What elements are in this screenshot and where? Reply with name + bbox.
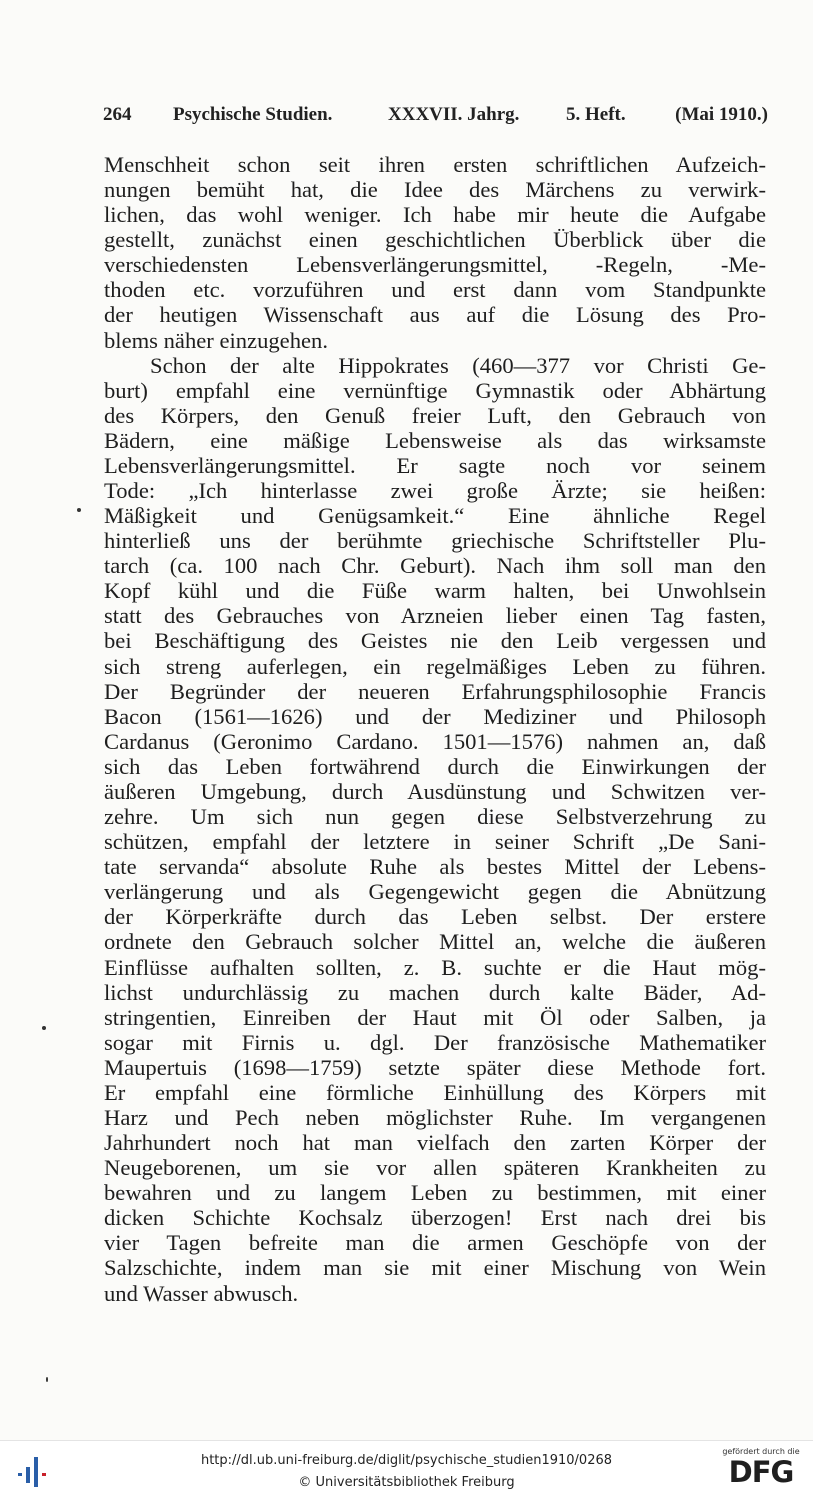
text-line: äußeren Umgebung, durch Ausdünstung und Schwitzen ver-	[104, 778, 766, 804]
issue-date: (Mai 1910.)	[675, 104, 768, 125]
body-text	[104, 152, 766, 1306]
issue-label: 5. Heft.	[566, 104, 626, 125]
text-line: Einflüsse aufhalten sollten, z. B. suchte er die Haut mög-	[104, 954, 766, 980]
text-line: blems näher einzugehen.	[104, 327, 328, 353]
copyright-notice: © Universitätsbibliothek Freiburg	[298, 1475, 515, 1490]
text-line: Mäßigkeit und Genügsamkeit.“ Eine ähnliche Regel	[104, 503, 766, 529]
text-line: Maupertuis (1698—1759) setzte später diese Methode fort.	[104, 1054, 766, 1080]
text-line: burt) empfahl eine vernünftige Gymnastik oder Abhärtung	[104, 377, 766, 403]
margin-speck	[46, 1377, 48, 1382]
margin-speck	[42, 1026, 46, 1030]
text-line: des Körpers, den Genuß freier Luft, den Gebrauch von	[104, 402, 766, 428]
dfg-caption: gefördert durch die	[722, 1447, 800, 1456]
margin-speck	[77, 508, 81, 512]
text-line: Kopf kühl und die Füße warm halten, bei Unwohlsein	[104, 578, 766, 604]
text-line: verlängerung und als Gegengewicht gegen die Abnützung	[104, 879, 766, 905]
source-url[interactable]: http://dl.ub.uni-freiburg.de/diglit/psychische_studien1910/0268	[200, 1453, 613, 1468]
text-line: stringentien, Einreiben der Haut mit Öl oder Salben, ja	[104, 1004, 766, 1030]
text-line: verschiedensten Lebensverlängerungsmittel, -Regeln, -Me-	[104, 252, 766, 278]
text-line: bei Beschäftigung des Geistes nie den Leib vergessen und	[104, 628, 766, 654]
text-line: Harz und Pech neben möglichster Ruhe. Im vergangenen	[104, 1104, 766, 1130]
text-line: Er empfahl eine förmliche Einhüllung des Körpers mit	[104, 1079, 766, 1105]
text-line: schützen, empfahl der letztere in seiner Schrift „De Sani-	[104, 829, 766, 855]
footer-bar	[0, 1440, 813, 1499]
text-line: der Körperkräfte durch das Leben selbst. Der erstere	[104, 904, 766, 930]
text-line: hinterließ uns der berühmte griechische Schriftsteller Plu-	[104, 528, 766, 554]
text-line: Bacon (1561—1626) und der Mediziner und Philosoph	[104, 703, 766, 729]
text-line: und Wasser abwusch.	[104, 1280, 299, 1306]
running-head	[103, 104, 768, 134]
text-line: dicken Schichte Kochsalz überzogen! Erst nach drei bis	[104, 1205, 766, 1231]
page-number: 264	[103, 104, 132, 125]
text-line: lichen, das wohl weniger. Ich habe mir heute die Aufgabe	[104, 202, 766, 228]
dfg-logo: DFG	[728, 1455, 794, 1489]
text-line: Tode: „Ich hinterlasse zwei große Ärzte; sie heißen:	[104, 478, 766, 504]
text-line: ordnete den Gebrauch solcher Mittel an, welche die äußeren	[104, 929, 766, 955]
text-line: gestellt, zunächst einen geschichtlichen Überblick über die	[104, 227, 766, 253]
text-line: Jahrhundert noch hat man vielfach den zarten Körper der	[104, 1130, 766, 1156]
text-line: Salzschichte, indem man sie mit einer Mischung von Wein	[104, 1255, 766, 1281]
text-line: der heutigen Wissenschaft aus auf die Lösung des Pro-	[104, 302, 766, 328]
journal-title: Psychische Studien.	[173, 104, 333, 125]
text-line: Neugeborenen, um sie vor allen späteren Krankheiten zu	[104, 1155, 766, 1181]
text-line: bewahren und zu langem Leben zu bestimmen, mit einer	[104, 1180, 766, 1206]
text-line: sich das Leben fortwährend durch die Einwirkungen der	[104, 753, 766, 779]
text-line: Menschheit schon seit ihren ersten schriftlichen Aufzeich-	[104, 152, 766, 177]
text-line: thoden etc. vorzuführen und erst dann vom Standpunkte	[104, 277, 766, 303]
text-line: Bädern, eine mäßige Lebensweise als das wirksamste	[104, 427, 766, 453]
text-line: zehre. Um sich nun gegen diese Selbstverzehrung zu	[104, 804, 766, 830]
text-line: nungen bemüht hat, die Idee des Märchens zu verwirk-	[104, 177, 766, 203]
text-line: sogar mit Firnis u. dgl. Der französische Mathematiker	[104, 1029, 766, 1055]
text-line: vier Tagen befreite man die armen Geschöpfe von der	[104, 1230, 766, 1256]
text-line: Schon der alte Hippokrates (460—377 vor Christi Ge-	[150, 352, 766, 378]
text-line: tate servanda“ absolute Ruhe als bestes Mittel der Lebens-	[104, 854, 766, 880]
text-line: Lebensverlängerungsmittel. Er sagte noch vor seinem	[104, 452, 766, 478]
text-line: lichst undurchlässig zu machen durch kalte Bäder, Ad-	[104, 979, 766, 1005]
text-line: Der Begründer der neueren Erfahrungsphilosophie Francis	[104, 678, 766, 704]
volume-label: XXXVII. Jahrg.	[388, 104, 520, 125]
text-line: statt des Gebrauches von Arzneien lieber einen Tag fasten,	[104, 603, 766, 629]
text-line: tarch (ca. 100 nach Chr. Geburt). Nach ihm soll man den	[104, 553, 766, 579]
text-line: sich streng auferlegen, ein regelmäßiges Leben zu führen.	[104, 653, 766, 679]
text-line: Cardanus (Geronimo Cardano. 1501—1576) nahmen an, daß	[104, 728, 766, 754]
